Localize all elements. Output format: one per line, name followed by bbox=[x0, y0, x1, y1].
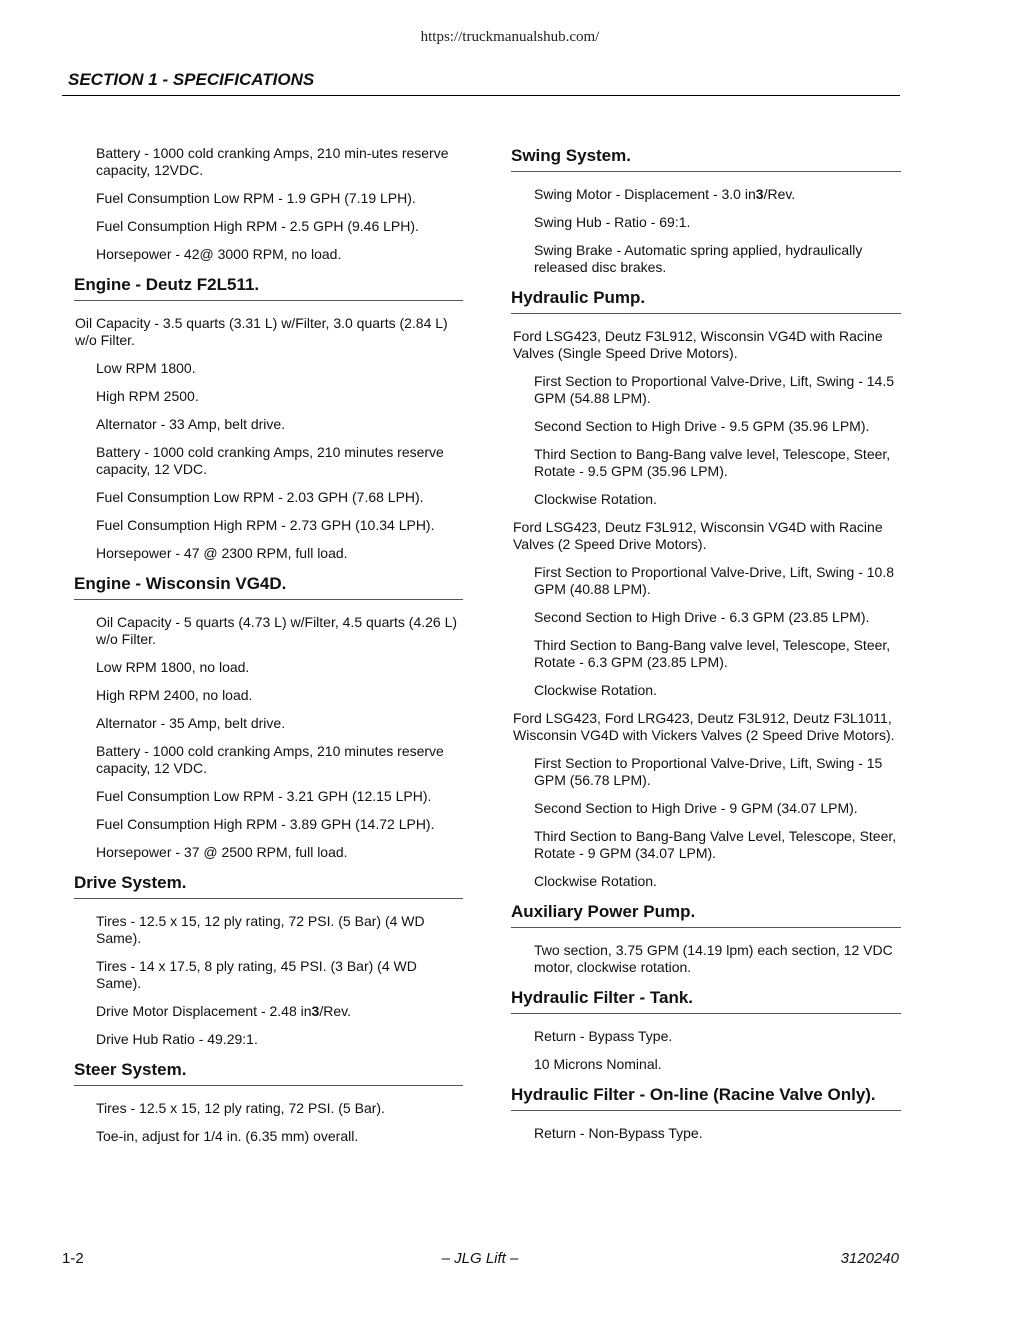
spec-line: Battery - 1000 cold cranking Amps, 210 minutes reserve capacity, 12 VDC. bbox=[96, 743, 444, 776]
spec-line: Fuel Consumption High RPM - 3.89 GPH (14.72 LPH). bbox=[96, 816, 435, 832]
pump-group-title: Ford LSG423, Deutz F3L912, Wisconsin VG4D with Racine Valves (2 Speed Drive Motors). bbox=[513, 519, 883, 552]
spec-line: Oil Capacity - 3.5 quarts (3.31 L) w/Filter, 3.0 quarts (2.84 L) w/o Filter. bbox=[75, 315, 448, 348]
pump-group-title: Ford LSG423, Ford LRG423, Deutz F3L912, Deutz F3L1011, Wisconsin VG4D with Vickers Valves (2 Speed Drive Motors). bbox=[513, 710, 895, 743]
spec-line: Horsepower - 42@ 3000 RPM, no load. bbox=[96, 246, 342, 262]
spec-line: First Section to Proportional Valve-Drive, Lift, Swing - 10.8 GPM (40.88 LPM). bbox=[534, 564, 895, 597]
heading-swing-system: Swing System. bbox=[511, 145, 901, 172]
spec-line: Tires - 14 x 17.5, 8 ply rating, 45 PSI. (3 Bar) (4 WD Same). bbox=[96, 958, 417, 991]
spec-text: Drive Motor Displacement - 2.48 in bbox=[96, 1003, 312, 1019]
heading-drive-system: Drive System. bbox=[74, 872, 463, 899]
spec-line bbox=[75, 1003, 463, 1020]
heading-hydraulic-pump: Hydraulic Pump. bbox=[511, 287, 901, 314]
spec-text: Swing Motor - Displacement - 3.0 in bbox=[534, 186, 756, 202]
spec-line: Swing Brake - Automatic spring applied, hydraulically released disc brakes. bbox=[534, 242, 863, 275]
spec-line: Horsepower - 37 @ 2500 RPM, full load. bbox=[96, 844, 348, 860]
heading-engine-deutz-f2l511: Engine - Deutz F2L511. bbox=[74, 274, 463, 301]
spec-line: Fuel Consumption High RPM - 2.73 GPH (10.34 LPH). bbox=[96, 517, 435, 533]
spec-line: High RPM 2500. bbox=[96, 388, 199, 404]
spec-line: Two section, 3.75 GPM (14.19 lpm) each section, 12 VDC motor, clockwise rotation. bbox=[534, 942, 893, 975]
spec-line: First Section to Proportional Valve-Drive, Lift, Swing - 15 GPM (56.78 LPM). bbox=[534, 755, 883, 788]
heading-hydraulic-filter-online: Hydraulic Filter - On-line (Racine Valve Only). bbox=[511, 1084, 901, 1111]
superscript-3: 3 bbox=[311, 1003, 320, 1019]
left-column bbox=[75, 145, 463, 1156]
spec-line: Toe-in, adjust for 1/4 in. (6.35 mm) overall. bbox=[96, 1128, 359, 1144]
spec-line: Battery - 1000 cold cranking Amps, 210 minutes reserve capacity, 12 VDC. bbox=[96, 444, 444, 477]
spec-line: Battery - 1000 cold cranking Amps, 210 min-utes reserve capacity, 12VDC. bbox=[96, 145, 449, 178]
heading-hydraulic-filter-tank: Hydraulic Filter - Tank. bbox=[511, 987, 901, 1014]
footer-brand: – JLG Lift – bbox=[441, 1250, 519, 1267]
spec-line: Oil Capacity - 5 quarts (4.73 L) w/Filter, 4.5 quarts (4.26 L) w/o Filter. bbox=[96, 614, 458, 647]
spec-line: Fuel Consumption High RPM - 2.5 GPH (9.46 LPH). bbox=[96, 218, 419, 234]
spec-line: Tires - 12.5 x 15, 12 ply rating, 72 PSI. (5 Bar) (4 WD Same). bbox=[96, 913, 425, 946]
heading-auxiliary-power-pump: Auxiliary Power Pump. bbox=[511, 901, 901, 928]
document-number: 3120240 bbox=[840, 1250, 899, 1267]
spec-line: Second Section to High Drive - 9.5 GPM (35.96 LPM). bbox=[534, 418, 870, 434]
spec-line: Fuel Consumption Low RPM - 2.03 GPH (7.68 LPH). bbox=[96, 489, 424, 505]
superscript-3: 3 bbox=[755, 186, 764, 202]
spec-line: Third Section to Bang-Bang valve level, Telescope, Steer, Rotate - 9.5 GPM (35.96 LPM). bbox=[534, 446, 891, 479]
spec-line: Fuel Consumption Low RPM - 1.9 GPH (7.19 LPH). bbox=[96, 190, 416, 206]
spec-line: Clockwise Rotation. bbox=[534, 491, 657, 507]
page-number: 1-2 bbox=[62, 1250, 84, 1267]
pump-group-title: Ford LSG423, Deutz F3L912, Wisconsin VG4D with Racine Valves (Single Speed Drive Motors). bbox=[513, 328, 883, 361]
spec-line: Fuel Consumption Low RPM - 3.21 GPH (12.15 LPH). bbox=[96, 788, 432, 804]
heading-engine-wisconsin-vg4d: Engine - Wisconsin VG4D. bbox=[74, 573, 463, 600]
spec-line: Clockwise Rotation. bbox=[534, 682, 657, 698]
spec-line: 10 Microns Nominal. bbox=[534, 1056, 662, 1072]
heading-steer-system: Steer System. bbox=[74, 1059, 463, 1086]
spec-line: Second Section to High Drive - 9 GPM (34.07 LPM). bbox=[534, 800, 858, 816]
source-url: https://truckmanualshub.com/ bbox=[420, 29, 600, 45]
spec-line: Swing Hub - Ratio - 69:1. bbox=[534, 214, 691, 230]
spec-text: /Rev. bbox=[319, 1003, 351, 1019]
section-title: SECTION 1 - SPECIFICATIONS bbox=[68, 70, 315, 89]
spec-line: Third Section to Bang-Bang Valve Level, Telescope, Steer, Rotate - 9 GPM (34.07 LPM). bbox=[534, 828, 897, 861]
right-column bbox=[513, 145, 901, 1153]
spec-line: Alternator - 35 Amp, belt drive. bbox=[96, 715, 286, 731]
spec-line: Low RPM 1800. bbox=[96, 360, 196, 376]
spec-line: Drive Hub Ratio - 49.29:1. bbox=[96, 1031, 258, 1047]
header-rule bbox=[62, 95, 900, 96]
spec-line: Low RPM 1800, no load. bbox=[96, 659, 250, 675]
spec-line: Horsepower - 47 @ 2300 RPM, full load. bbox=[96, 545, 348, 561]
spec-line bbox=[513, 186, 901, 203]
spec-line: Alternator - 33 Amp, belt drive. bbox=[96, 416, 286, 432]
spec-line: Return - Bypass Type. bbox=[534, 1028, 673, 1044]
spec-line: First Section to Proportional Valve-Drive, Lift, Swing - 14.5 GPM (54.88 LPM). bbox=[534, 373, 895, 406]
spec-line: Third Section to Bang-Bang valve level, Telescope, Steer, Rotate - 6.3 GPM (23.85 LPM). bbox=[534, 637, 891, 670]
spec-text: /Rev. bbox=[763, 186, 796, 202]
spec-line: Tires - 12.5 x 15, 12 ply rating, 72 PSI. (5 Bar). bbox=[96, 1100, 385, 1116]
spec-line: Clockwise Rotation. bbox=[534, 873, 657, 889]
spec-line: Return - Non-Bypass Type. bbox=[534, 1125, 703, 1141]
spec-line: High RPM 2400, no load. bbox=[96, 687, 253, 703]
spec-line: Second Section to High Drive - 6.3 GPM (23.85 LPM). bbox=[534, 609, 870, 625]
